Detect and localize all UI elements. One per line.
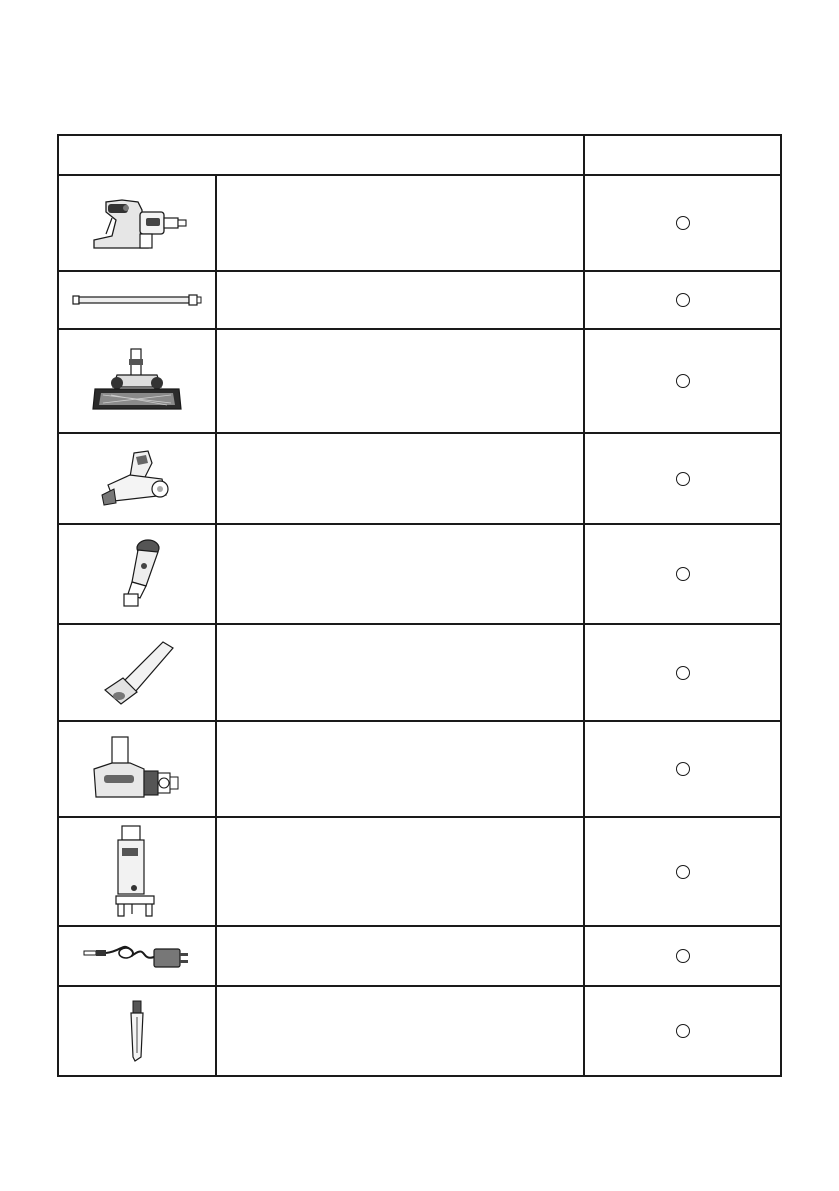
included-cell [585, 722, 780, 816]
vacuum-main-unit-icon [82, 190, 192, 256]
extension-tube-icon [71, 292, 203, 308]
dusting-brush-icon [112, 536, 162, 612]
included-checkbox-circle [676, 293, 690, 307]
included-checkbox-circle [676, 567, 690, 581]
part-image-cell [59, 272, 217, 328]
included-cell [585, 625, 780, 720]
included-checkbox-circle [676, 374, 690, 388]
part-image-cell [59, 176, 217, 270]
part-description-cell [217, 434, 585, 523]
table-row [59, 985, 780, 1075]
header-part-cell [59, 136, 585, 174]
part-description-cell [217, 987, 585, 1075]
included-cell [585, 927, 780, 985]
table-row [59, 720, 780, 816]
table-row [59, 432, 780, 523]
part-image-cell [59, 818, 217, 925]
part-description-cell [217, 625, 585, 720]
part-description-cell [217, 330, 585, 432]
adapter-nozzle-icon [90, 733, 184, 805]
part-image-cell [59, 927, 217, 985]
table-row [59, 270, 780, 328]
included-cell [585, 176, 780, 270]
included-checkbox-circle [676, 865, 690, 879]
part-description-cell [217, 722, 585, 816]
part-image-cell [59, 987, 217, 1075]
parts-list-table [57, 134, 782, 1077]
table-row [59, 816, 780, 925]
included-cell [585, 272, 780, 328]
table-header-row [59, 136, 780, 174]
included-checkbox-circle [676, 762, 690, 776]
table-row [59, 523, 780, 623]
part-image-cell [59, 525, 217, 623]
part-image-cell [59, 722, 217, 816]
included-cell [585, 818, 780, 925]
header-included-cell [585, 136, 780, 174]
included-checkbox-circle [676, 472, 690, 486]
part-description-cell [217, 525, 585, 623]
table-row [59, 623, 780, 720]
part-image-cell [59, 434, 217, 523]
table-row [59, 174, 780, 270]
part-description-cell [217, 272, 585, 328]
part-description-cell [217, 176, 585, 270]
included-cell [585, 525, 780, 623]
charger-adapter-icon [82, 939, 192, 973]
table-row [59, 328, 780, 432]
mini-motorized-brush-icon [100, 449, 174, 509]
part-description-cell [217, 927, 585, 985]
included-checkbox-circle [676, 666, 690, 680]
part-image-cell [59, 330, 217, 432]
crevice-tool-icon [97, 638, 177, 708]
included-checkbox-circle [676, 949, 690, 963]
part-description-cell [217, 818, 585, 925]
included-cell [585, 987, 780, 1075]
part-image-cell [59, 625, 217, 720]
included-cell [585, 434, 780, 523]
included-cell [585, 330, 780, 432]
cleaning-tool-icon [127, 999, 147, 1063]
included-checkbox-circle [676, 1024, 690, 1038]
wall-mount-bracket-icon [114, 824, 160, 920]
table-row [59, 925, 780, 985]
included-checkbox-circle [676, 216, 690, 230]
floor-brush-head-icon [87, 345, 187, 417]
